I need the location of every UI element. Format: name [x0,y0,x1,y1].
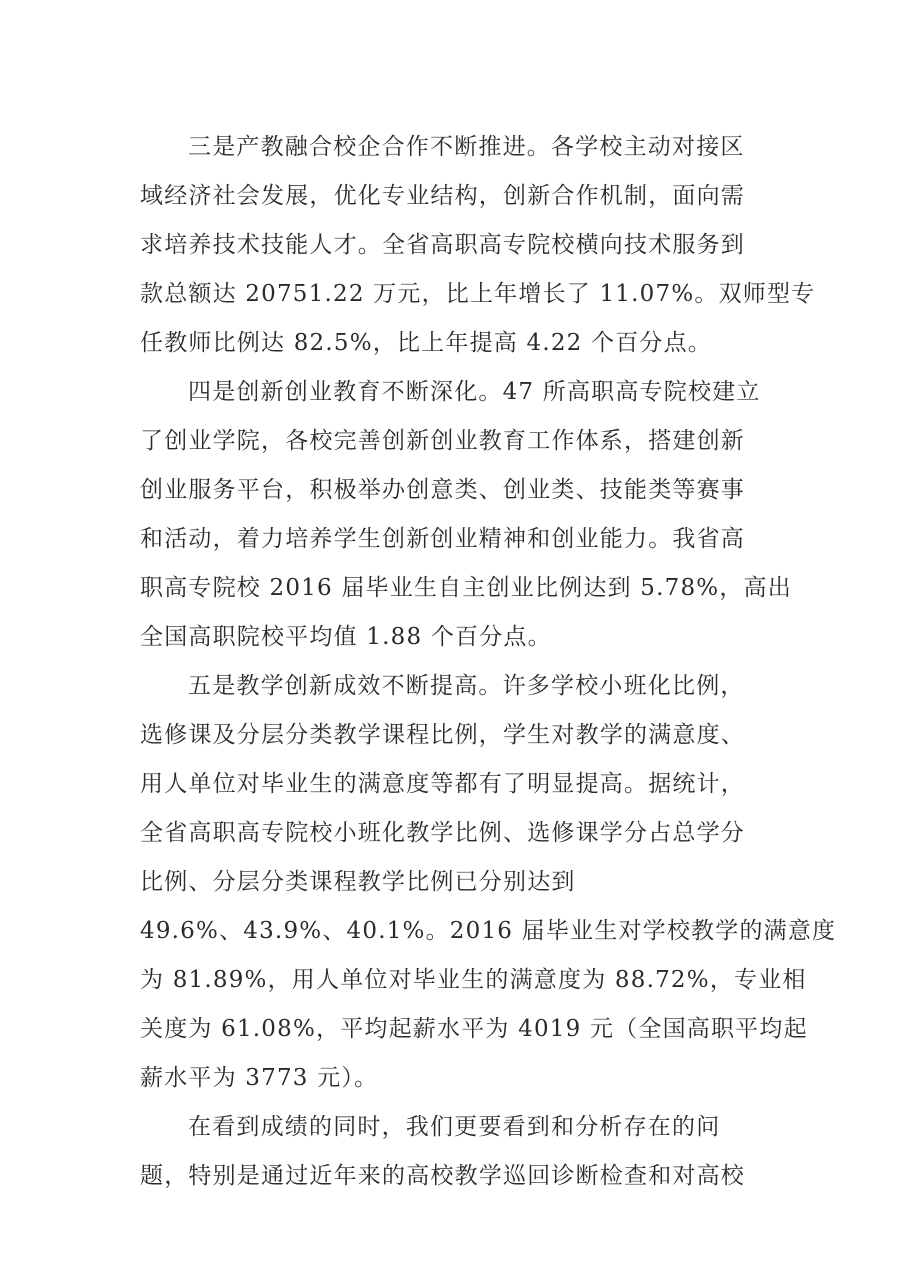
text-line: 为 81.89%，用人单位对毕业生的满意度为 88.72%，专业相 [140,967,807,993]
text-line: 求培养技术技能人才。全省高职高专院校横向技术服务到 [140,232,745,258]
text-line: 三是产教融合校企合作不断推进。各学校主动对接区 [188,134,745,160]
text-line: 49.6%、43.9%、40.1%。2016 届毕业生对学校教学的满意度 [140,918,837,944]
text-line: 题，特别是通过近年来的高校教学巡回诊断检查和对高校 [140,1163,745,1189]
text-line: 任教师比例达 82.5%，比上年提高 4.22 个百分点。 [140,330,713,356]
text-line: 和活动，着力培养学生创新创业精神和创业能力。我省高 [140,526,745,552]
text-line: 薪水平为 3773 元）。 [140,1065,379,1091]
text-line: 创业服务平台，积极举办创意类、创业类、技能类等赛事 [140,477,745,503]
text-line: 用人单位对毕业生的满意度等都有了明显提高。据统计， [140,771,745,797]
text-line: 比例、分层分类课程教学比例已分别达到 [140,869,576,895]
text-line: 了创业学院，各校完善创新创业教育工作体系，搭建创新 [140,428,745,454]
text-line: 全省高职高专院校小班化教学比例、选修课学分占总学分 [140,820,745,846]
text-line: 四是创新创业教育不断深化。47 所高职高专院校建立 [188,379,761,405]
text-line: 全国高职院校平均值 1.88 个百分点。 [140,624,552,650]
text-line: 域经济社会发展，优化专业结构，创新合作机制，面向需 [140,183,745,209]
text-line: 选修课及分层分类教学课程比例，学生对教学的满意度、 [140,722,745,748]
text-line: 职高专院校 2016 届毕业生自主创业比例达到 5.78%，高出 [140,575,792,601]
text-line: 关度为 61.08%，平均起薪水平为 4019 元（全国高职平均起 [140,1016,808,1042]
text-line: 五是教学创新成效不断提高。许多学校小班化比例， [188,673,745,699]
text-line: 款总额达 20751.22 万元，比上年增长了 11.07%。双师型专 [140,281,816,307]
text-line: 在看到成绩的同时，我们更要看到和分析存在的问 [188,1114,721,1140]
